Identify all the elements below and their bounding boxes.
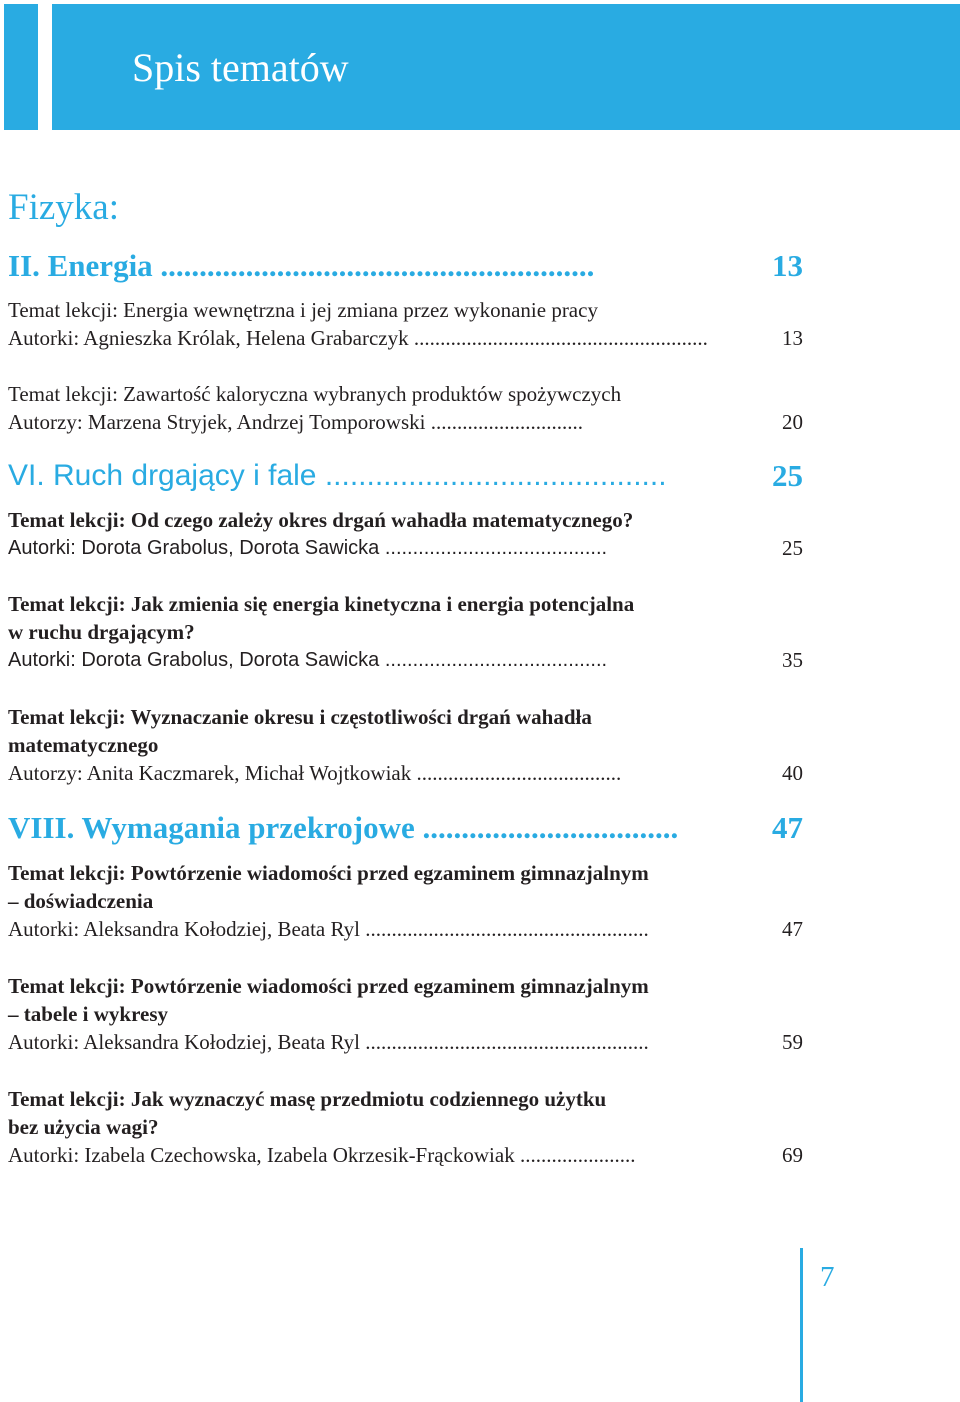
page-title: Spis tematów [132,45,349,90]
subject-heading: Fizyka: [8,187,119,228]
entry-authors: Autorzy: Anita Kaczmarek, Michał Wojtkowiak ....................................... [8,761,622,785]
page-number: 7 [820,1261,835,1293]
entry-topic-continuation: matematycznego [8,733,159,757]
entry-topic-continuation: bez użycia wagi? [8,1115,159,1139]
entry-topic-continuation: w ruchu drgającym? [8,620,195,644]
entry-topic: Temat lekcji: Energia wewnętrzna i jej zmiana przez wykonanie pracy [8,298,598,322]
toc-entry-8[interactable] [8,1141,803,1169]
entry-page-number: 25 [782,536,803,560]
entry-topic: Temat lekcji: Jak zmienia się energia kinetyczna i energia potencjalna [8,592,635,616]
section-page-number: 13 [772,248,803,283]
section-title: VIII. Wymagania przekrojowe ................................. [8,810,679,845]
entry-authors: Autorzy: Marzena Stryjek, Andrzej Tomporowski ............................. [8,410,583,434]
entry-topic: Temat lekcji: Powtórzenie wiadomości przed egzaminem gimnazjalnym [8,861,649,885]
entry-page-number: 35 [782,648,803,672]
entry-topic-continuation: – doświadczenia [8,889,154,913]
entry-topic: Temat lekcji: Wyznaczanie okresu i częstotliwości drgań wahadła [8,705,592,729]
entry-page-number: 47 [782,917,803,941]
entry-page-number: 20 [782,410,803,434]
toc-entry-7[interactable] [8,1028,803,1056]
header-accent-strip [4,4,38,130]
toc-entry-5[interactable] [8,759,803,787]
section-title: II. Energia ........................................................ [8,248,595,283]
toc-entry-4[interactable] [8,646,803,674]
entry-page-number: 69 [782,1143,803,1167]
section-page-number: 47 [772,810,803,845]
section-page-number: 25 [772,458,803,493]
entry-authors: Autorki: Aleksandra Kołodziej, Beata Ryl ...................................................... [8,917,649,941]
toc-section-energia[interactable] [8,246,803,286]
entry-topic: Temat lekcji: Jak wyznaczyć masę przedmiotu codziennego użytku [8,1087,607,1111]
entry-topic: Temat lekcji: Od czego zależy okres drgań wahadła matematycznego? [8,508,634,532]
section-title: VI. Ruch drgający i fale ......................................... [8,459,667,492]
entry-page-number: 13 [782,326,803,350]
toc-entry-6[interactable] [8,915,803,943]
footer-divider [800,1248,803,1402]
toc-entry-1[interactable] [8,324,803,352]
toc-section-wymagania[interactable] [8,808,803,848]
entry-authors: Autorki: Dorota Grabolus, Dorota Sawicka ........................................ [8,537,608,559]
entry-topic-continuation: – tabele i wykresy [8,1002,169,1026]
entry-page-number: 59 [782,1030,803,1054]
entry-topic: Temat lekcji: Zawartość kaloryczna wybranych produktów spożywczych [8,382,622,406]
entry-authors: Autorki: Izabela Czechowska, Izabela Okrzesik-Frąckowiak ...................... [8,1143,636,1167]
entry-topic: Temat lekcji: Powtórzenie wiadomości przed egzaminem gimnazjalnym [8,974,649,998]
toc-entry-2[interactable] [8,408,803,436]
entry-page-number: 40 [782,761,803,785]
toc-entry-3[interactable] [8,534,803,562]
toc-section-ruch-drgajacy[interactable] [8,456,803,496]
entry-authors: Autorki: Dorota Grabolus, Dorota Sawicka ........................................ [8,649,608,671]
entry-authors: Autorki: Aleksandra Kołodziej, Beata Ryl ...................................................... [8,1030,649,1054]
entry-authors: Autorki: Agnieszka Królak, Helena Grabarczyk ........................................................ [8,326,708,350]
